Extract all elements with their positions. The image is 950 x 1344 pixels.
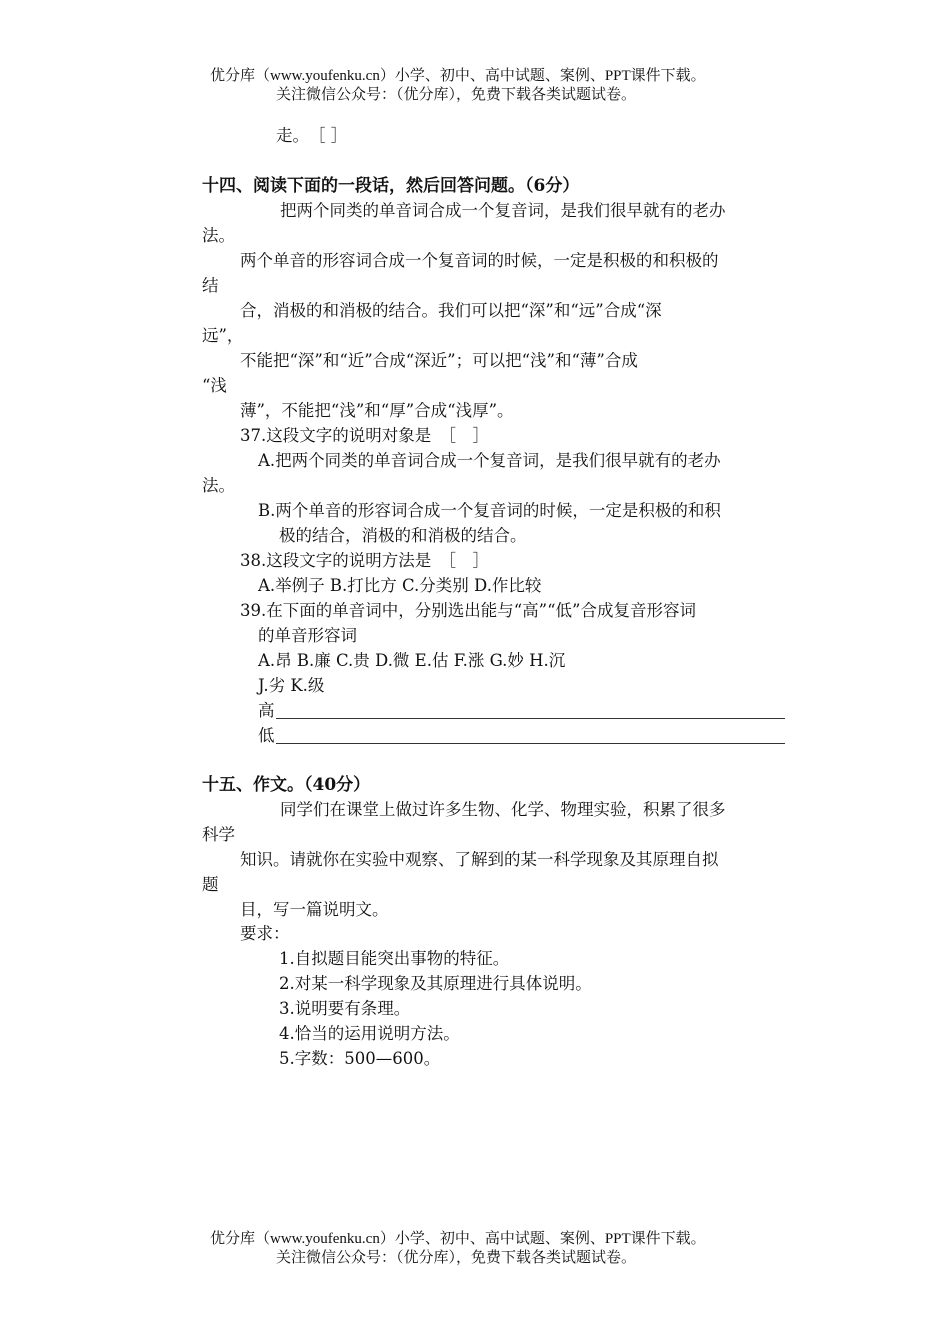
requirement-item: 2.对某一科学现象及其原理进行具体说明。 [279,974,592,993]
essay-prompt-line: 同学们在课堂上做过许多生物、化学、物理实验，积累了很多 [280,800,726,819]
page-header-line1: 优分库（www.youfenku.cn）小学、初中、高中试题、案例、PPT课件下载。 [210,68,706,84]
passage-line: 法。 [202,226,235,245]
requirement-item: 4.恰当的运用说明方法。 [279,1024,460,1043]
requirement-item: 5.字数：500—600。 [279,1049,441,1068]
answer-label-high: 高 [258,701,275,720]
essay-prompt-line: 题 [202,875,219,894]
answer-label-low: 低 [258,726,275,745]
question-39-options-cont: J.劣 K.级 [258,676,325,695]
page-footer-line2: 关注微信公众号：（优分库），免费下载各类试题试卷。 [276,1250,637,1266]
section-14-title: 十四、阅读下面的一段话，然后回答问题。（6分） [202,176,580,196]
essay-prompt-line: 科学 [202,825,235,844]
question-38-options: A.举例子 B.打比方 C.分类别 D.作比较 [258,576,542,595]
answer-blank-low[interactable] [276,743,785,744]
essay-prompt-line: 知识。请就你在实验中观察、了解到的某一科学现象及其原理自拟 [240,850,719,869]
requirements-label: 要求： [240,924,290,943]
question-39-stem: 39.在下面的单音词中，分别选出能与“高”“低”合成复音形容词 [240,601,696,620]
top-fragment: 走。 ［ ］ [276,126,348,145]
question-39-options: A.昂 B.廉 C.贵 D.微 E.估 F.涨 G.妙 H.沉 [258,651,566,670]
passage-line: 合，消极的和消极的结合。我们可以把“深”和“远”合成“深 [240,301,662,320]
passage-line: 远”， [202,326,244,345]
question-39-stem-cont: 的单音形容词 [258,626,357,645]
question-37-option-b: B.两个单音的形容词合成一个复音词的时候，一定是积极的和积 [258,501,721,520]
question-38-stem: 38.这段文字的说明方法是 ［ ］ [240,551,489,570]
passage-line: 薄”，不能把“浅”和“厚”合成“浅厚”。 [240,401,514,420]
essay-prompt-line: 目，写一篇说明文。 [240,900,389,919]
requirement-item: 3.说明要有条理。 [279,999,411,1018]
page-header-line2: 关注微信公众号：（优分库），免费下载各类试题试卷。 [276,87,637,103]
question-37-option-b-cont: 极的结合，消极的和消极的结合。 [279,526,527,545]
passage-line: 把两个同类的单音词合成一个复音词，是我们很早就有的老办 [280,201,726,220]
answer-blank-high[interactable] [276,718,785,719]
section-15-title: 十五、作文。（40分） [202,775,371,795]
passage-line: 结 [202,276,219,295]
page-footer-line1: 优分库（www.youfenku.cn）小学、初中、高中试题、案例、PPT课件下载。 [210,1231,706,1247]
question-37-stem: 37.这段文字的说明对象是 ［ ］ [240,426,489,445]
passage-line: “浅 [202,376,227,395]
requirement-item: 1.自拟题目能突出事物的特征。 [279,949,510,968]
question-37-option-a-cont: 法。 [202,476,235,495]
passage-line: 不能把“深”和“近”合成“深近”；可以把“浅”和“薄”合成 [240,351,638,370]
passage-line: 两个单音的形容词合成一个复音词的时候，一定是积极的和积极的 [240,251,719,270]
question-37-option-a: A.把两个同类的单音词合成一个复音词，是我们很早就有的老办 [258,451,721,470]
